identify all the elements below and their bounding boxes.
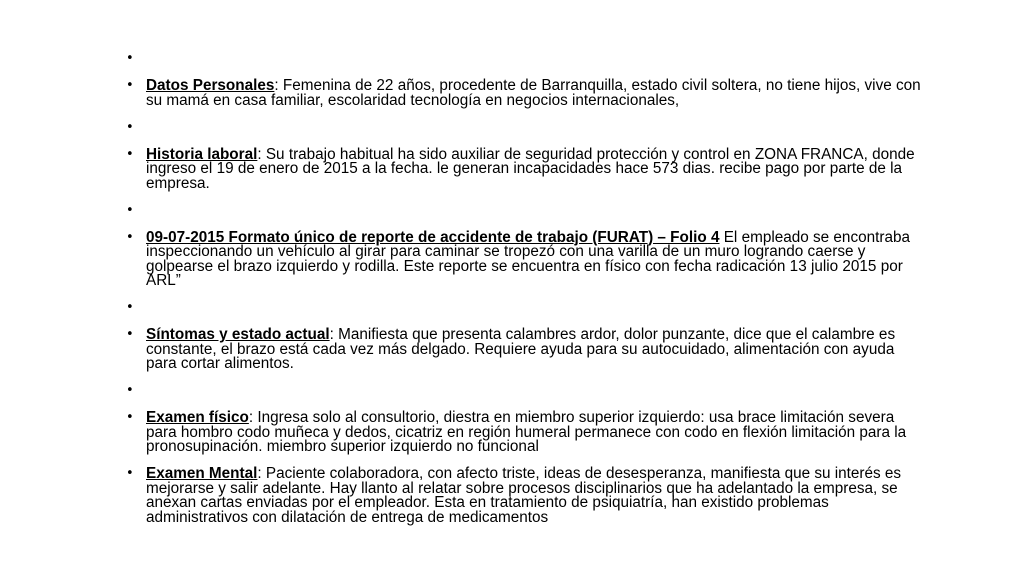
bullet-dot-icon: • <box>126 327 134 342</box>
bullet-dot-icon: • <box>126 78 134 93</box>
text-historia-laboral: : Su trabajo habitual ha sido auxiliar de seguridad protección y control en ZONA FRANCA, donde ingreso el 19 de enero de 2015 a la fecha. le generan incapacidades hace 573 dias. recibe pago por parte de la empresa. <box>146 145 915 192</box>
heading-examen-mental: Examen Mental <box>146 465 258 482</box>
bullet-historia-laboral <box>126 145 926 192</box>
bullet-datos-personales <box>126 79 926 108</box>
heading-sintomas: Síntomas y estado actual <box>146 326 330 343</box>
bullet-empty-3 <box>126 204 926 219</box>
heading-datos-personales: Datos Personales <box>146 77 275 94</box>
heading-examen-fisico: Examen físico <box>146 409 249 426</box>
bullet-dot-icon: • <box>126 229 134 245</box>
text-datos-personales: : Femenina de 22 años, procedente de Barranquilla, estado civil soltera, no tiene hijos, vive con su mamá en casa familiar, escolaridad tecnología en negocios internacionales, <box>146 77 921 109</box>
bullet-dot-icon: • <box>126 300 134 315</box>
bullet-dot-icon: • <box>126 383 134 398</box>
bullet-list <box>126 52 926 538</box>
bullet-empty-4 <box>126 301 926 316</box>
bullet-empty-5 <box>126 384 926 399</box>
bullet-dot-icon: • <box>126 51 134 66</box>
text-sintomas: : Manifiesta que presenta calambres ardor, dolor punzante, dice que el calambre es constante, el brazo está cada vez más delgado. Requiere ayuda para su autocuidado, alimentación con ayuda para cortar alimentos. <box>146 326 896 372</box>
heading-historia-laboral: Historia laboral <box>146 145 258 163</box>
bullet-furat <box>126 228 926 289</box>
text-furat: El empleado se encontraba inspeccionando un vehículo al girar para caminar se tropezó con una varilla de un muro logrando caerse y golpearse el brazo izquierdo y rodilla. Este reporte se encuentra en físico con fecha radicación 13 julio 2015 por ARL” <box>146 228 910 289</box>
bullet-dot-icon: • <box>126 466 134 481</box>
bullet-dot-icon: • <box>126 410 134 425</box>
bullet-dot-icon: • <box>126 202 134 218</box>
bullet-sintomas <box>126 328 926 372</box>
heading-furat: 09-07-2015 Formato único de reporte de accidente de trabajo (FURAT) – Folio 4 <box>146 228 720 246</box>
bullet-dot-icon: • <box>126 119 134 135</box>
text-examen-fisico: : Ingresa solo al consultorio, diestra en miembro superior izquierdo: usa brace limitación severa para hombro codo muñeca y dedos, cicatriz en región humeral permanece con codo en flexión limitación para la pronosupinación. miembro superior izquierdo no funcional <box>146 409 907 455</box>
text-examen-mental: : Paciente colaboradora, con afecto triste, ideas de desesperanza, manifiesta que su interés es mejorarse y salir adelante. Hay llanto al relatar sobre procesos disciplinarios que ha adelantado la empresa, se anexan cartas enviadas por el empleador. Esta en tratamiento de psiquiatría, han existido problemas administrativos con dilatación de entrega de medicamentos <box>146 465 902 526</box>
bullet-examen-fisico <box>126 411 926 455</box>
bullet-empty-2 <box>126 121 926 136</box>
bullet-examen-mental <box>126 467 926 525</box>
bullet-dot-icon: • <box>126 146 134 162</box>
bullet-empty-1 <box>126 52 926 67</box>
